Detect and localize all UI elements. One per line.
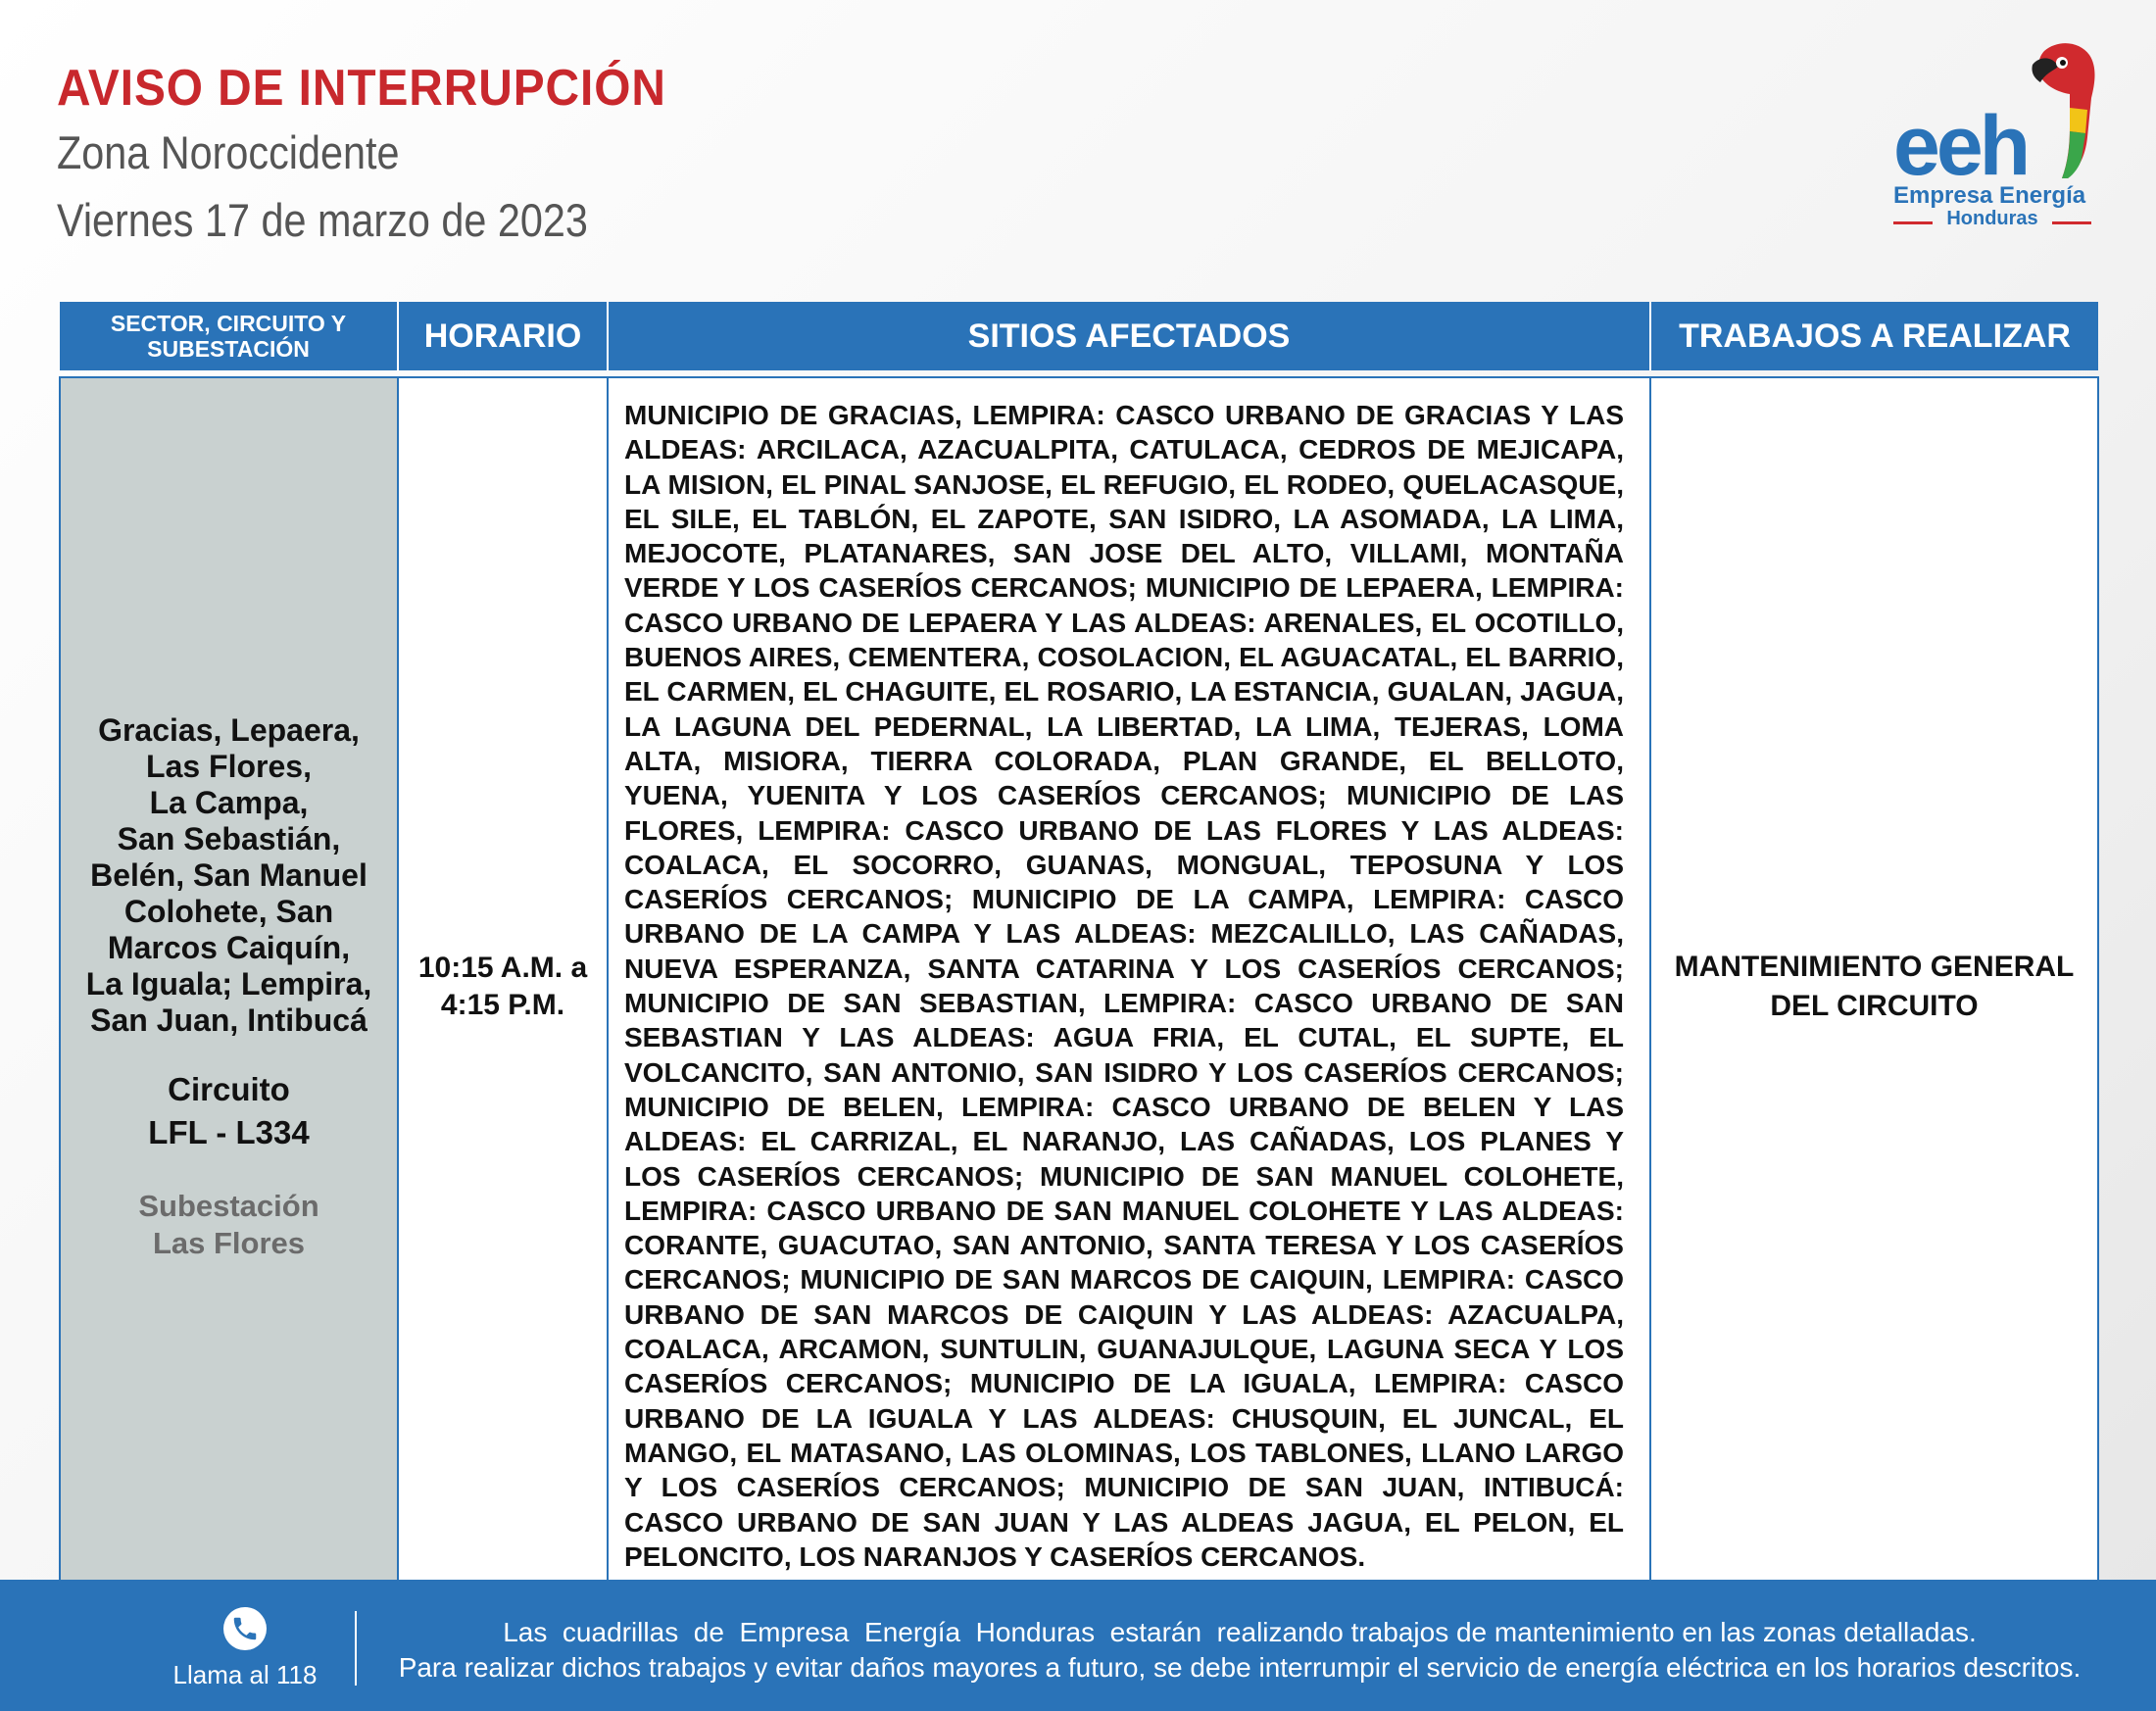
footer-message: [363, 1615, 2117, 1686]
sector-line: La Iguala; Lempira,: [85, 965, 372, 1002]
logo-company-name: Empresa Energía: [1893, 182, 2086, 209]
trabajos-line: MANTENIMIENTO GENERAL: [1674, 951, 2075, 984]
notice-header: [57, 59, 719, 247]
parrot-logo-icon: [2015, 39, 2097, 182]
trabajos-cell: [1650, 377, 2098, 1596]
substation-name: Las Flores: [152, 1225, 306, 1260]
date-label: Viernes 17 de marzo de 2023: [57, 194, 588, 246]
footer-banner: [0, 1580, 2156, 1711]
sector-line: Colohete, San: [123, 893, 334, 929]
header-trabajos: TRABAJOS A REALIZAR: [1650, 302, 2098, 370]
table-row: [60, 377, 2098, 1596]
interruption-table: [59, 302, 2097, 1597]
sitios-afectados-cell: MUNICIPIO DE GRACIAS, LEMPIRA: CASCO URBANO DE GRACIAS Y LAS ALDEAS: ARCILACA, AZACUALPITA, CATULACA, CEDROS DE MEJICAPA, LA MISION, EL PINAL SANJOSE, EL REFUGIO, EL RODEO, QUELACASQUE, EL SILE, EL TABLÓN, EL ZAPOTE, SAN ISIDRO, LA ASOMADA, LA LIMA, MEJOCOTE, PLATANARES, SAN JOSE DEL ALTO, VILLAMI, MONTAÑA VERDE Y LOS CASERÍOS CERCANOS; MUNICIPIO DE LEPAERA, LEMPIRA: CASCO URBANO DE LEPAERA Y LAS ALDEAS: ARENALES, EL OCOTILLO, BUENOS AIRES, CEMENTERA, COSOLACION, EL AGUACATAL, EL BARRIO, EL CARMEN, EL CHAGUITE, EL ROSARIO, LA ESTANCIA, GUALAN, JAGUA, LA LAGUNA DEL PEDERNAL, LA LIBERTAD, LA LIMA, TEJERAS, LOMA ALTA, MISIORA, TIERRA COLORADA, PLAN GRANDE, EL BELLOTO, YUENA, YUENITA Y LOS CASERÍOS CERCANOS; MUNICIPIO DE LAS FLORES, LEMPIRA: CASCO URBANO DE LAS FLORES Y LAS ALDEAS: COALACA, EL SOCORRO, GUANAS, MONGUAL, TEPOSUNA Y LOS CASERÍOS CERCANOS; MUNICIPIO DE LA CAMPA, LEMPIRA: CASCO URBANO DE LA CAMPA Y LAS ALDEAS: MEZCALILLO, LAS CAÑADAS, NUEVA ESPERANZA, SANTA CATARINA Y LOS CASERÍOS CERCANOS; MUNICIPIO DE SAN SEBASTIAN, LEMPIRA: CASCO URBANO DE SAN SEBASTIAN Y LAS ALDEAS: AGUA FRIA, EL CUTAL, EL SUPTE, EL VOLCANCITO, SAN ANTONIO, SAN ISIDRO Y LOS CASERÍOS CERCANOS; MUNICIPIO DE BELEN, LEMPIRA: CASCO URBANO DE BELEN Y LAS ALDEAS: EL CARRIZAL, EL NARANJO, LAS CAÑADAS, LOS PLANES Y LOS CASERÍOS CERCANOS; MUNICIPIO DE SAN MANUEL COLOHETE, LEMPIRA: CASCO URBANO DE SAN MANUEL COLOHETE Y LAS ALDEAS: CORANTE, GUACUTAO, SAN ANTONIO, SANTA TERESA Y LOS CASERÍOS CERCANOS; MUNICIPIO DE SAN MARCOS DE CAIQUIN, LEMPIRA: CASCO URBANO DE SAN MARCOS DE CAIQUIN Y LAS ALDEAS: AZACUALPA, COALACA, ARCAMON, SUNTULIN, GUANAJULQUE, LAGUNA SECA Y LOS CASERÍOS CERCANOS; MUNICIPIO DE LA IGUALA, LEMPIRA: CASCO URBANO DE LA IGUALA Y LAS ALDEAS: CHUSQUIN, EL JUNCAL, EL MANGO, EL MATASANO, LAS OLOMINAS, LOS TABLONES, LLANO LARGO Y LOS CASERÍOS CERCANOS; MUNICIPIO DE SAN JUAN, INTIBUCÁ: CASCO URBANO DE SAN JUAN Y LAS ALDEAS JAGUA, EL PELON, EL PELONCITO, LOS NARANJOS Y CASERÍOS CERCANOS.: [608, 377, 1650, 1596]
trabajos-line: DEL CIRCUITO: [1770, 990, 1979, 1023]
sector-cell: [60, 377, 398, 1596]
phone-icon: [223, 1607, 267, 1650]
horario-cell: [398, 377, 608, 1596]
substation-info: [61, 1188, 397, 1262]
horario-end: 4:15 P.M.: [440, 989, 565, 1022]
sector-line: San Sebastián,: [117, 820, 341, 856]
circuit-info: [61, 1068, 397, 1154]
zone-label: Zona Noroccidente: [57, 126, 400, 178]
header-sector: SECTOR, CIRCUITO Y SUBESTACIÓN: [60, 302, 398, 370]
phone-handset-icon: [230, 1614, 260, 1643]
notice-title: AVISO DE INTERRUPCIÓN: [57, 60, 666, 117]
sector-line: Belén, San Manuel: [90, 856, 368, 893]
header-spacer: [60, 370, 2098, 377]
logo-right-line: [2052, 221, 2091, 224]
footer-divider: [355, 1611, 357, 1686]
horario-start: 10:15 A.M. a: [417, 952, 588, 985]
sector-line: Gracias, Lepaera,: [98, 711, 360, 748]
footer-message-line: Las cuadrillas de Empresa Energía Honduras estarán realizando trabajos de mantenimiento en las zonas detalladas.: [503, 1617, 1977, 1647]
substation-label: Subestación: [138, 1188, 319, 1223]
footer-message-line: Para realizar dichos trabajos y evitar daños mayores a futuro, se debe interrumpir el servicio de energía eléctrica en los horarios descritos.: [398, 1652, 2082, 1683]
header-sitios: SITIOS AFECTADOS: [608, 302, 1650, 370]
logo-wordmark: eeh: [1893, 99, 2028, 193]
phone-label: Llama al 118: [172, 1660, 318, 1689]
header-horario: HORARIO: [398, 302, 608, 370]
sector-line: San Juan, Intibucá: [90, 1002, 368, 1038]
sector-line: Las Flores,: [146, 748, 312, 784]
circuit-code: LFL - L334: [148, 1113, 310, 1150]
circuit-label: Circuito: [168, 1070, 290, 1107]
sector-places: [61, 712, 397, 1039]
logo-country: Honduras: [1946, 208, 2038, 229]
sector-line: Marcos Caiquín,: [107, 929, 351, 965]
table-header-row: [60, 302, 2098, 370]
eeh-logo: [1889, 39, 2105, 235]
sector-line: La Campa,: [149, 784, 309, 820]
